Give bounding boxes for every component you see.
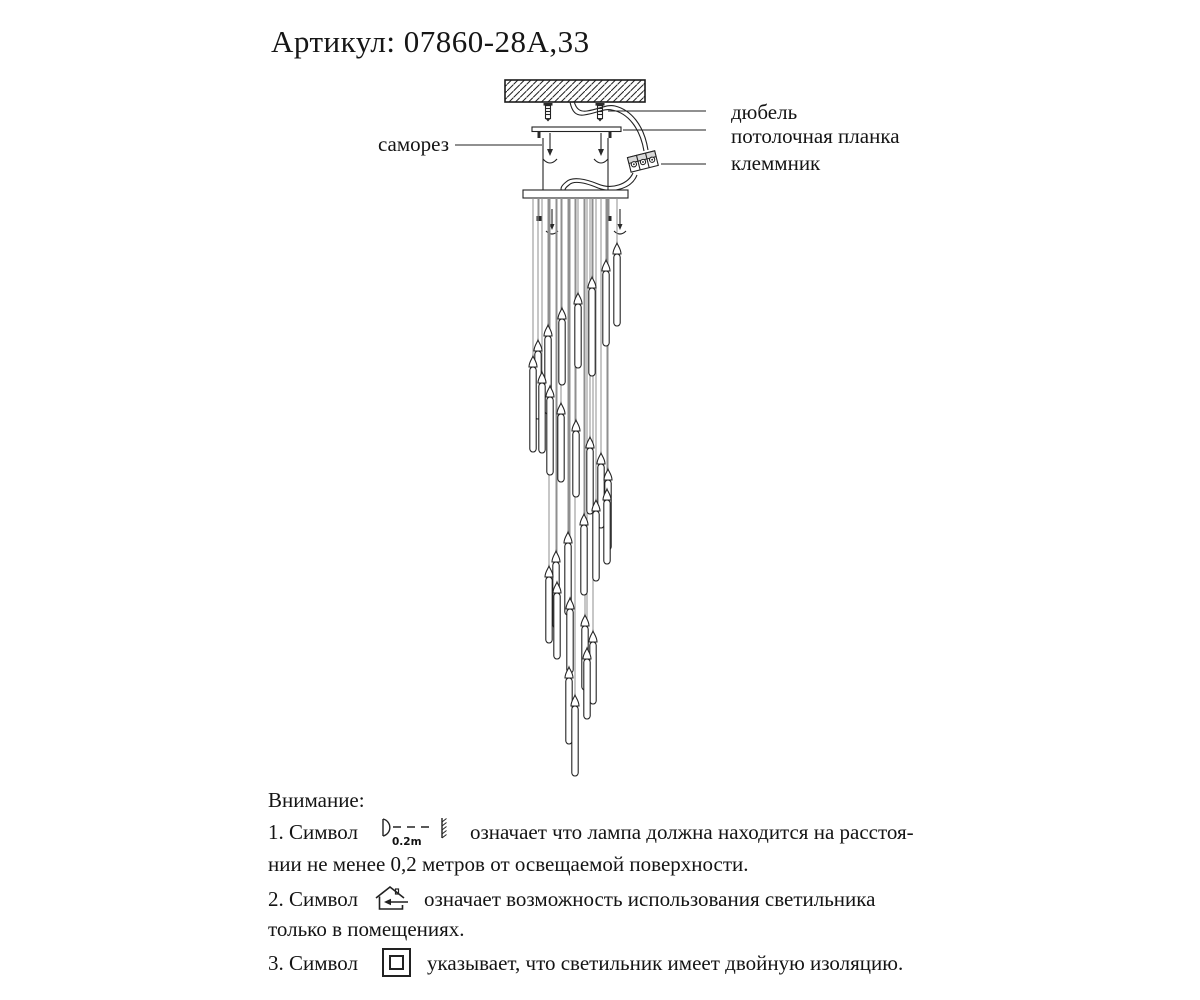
lamp-distance-icon <box>376 815 456 849</box>
article-title: Артикул: 07860-28А,33 <box>271 24 590 59</box>
canopy-plate <box>523 190 628 198</box>
plate-stud <box>538 132 541 139</box>
pendant-drop <box>572 420 580 497</box>
pendant-drop <box>545 566 553 643</box>
pendant-drop <box>571 695 579 776</box>
pendant-drop <box>580 514 588 595</box>
pendant-drop <box>574 293 582 368</box>
pendant-drop <box>588 277 596 376</box>
note-3-row <box>268 946 903 980</box>
note-1-text: означает что лампа должна находится на расстоя- <box>470 819 914 844</box>
pendant-drop <box>557 403 565 482</box>
note-2-line2: только в помещениях. <box>268 917 465 941</box>
screw-icon <box>543 133 557 163</box>
pendant-drop <box>586 437 594 514</box>
indoor-use-icon <box>374 885 410 913</box>
label-samorez: саморез <box>377 132 449 156</box>
dowel-icon <box>544 103 553 122</box>
ceiling-block <box>505 80 645 102</box>
note-3-text: указывает, что светильник имеет двойную изоляцию. <box>427 950 904 975</box>
luminaire-wire <box>565 175 637 192</box>
terminal-block-icon <box>627 151 658 172</box>
pendant-drop <box>546 386 554 475</box>
note-2-row <box>268 884 875 914</box>
mains-wire <box>574 101 648 150</box>
label-klemmnik: клеммник <box>731 151 821 175</box>
label-dyubel: дюбель <box>731 100 798 124</box>
screw-icon <box>594 133 608 163</box>
label-planka: потолочная планка <box>731 124 900 148</box>
pendant-drop <box>529 356 537 452</box>
cable-stopper <box>537 216 542 221</box>
note-1-line2: нии не менее 0,2 метров от освещаемой поверхности. <box>268 852 749 876</box>
pendant-drop <box>603 489 611 564</box>
note-2-prefix: 2. Символ <box>268 886 359 911</box>
plate-stud <box>609 132 612 139</box>
pendant-drop <box>566 598 574 673</box>
pendant-drop <box>558 308 566 385</box>
pendant-drop <box>602 260 610 346</box>
note-1-prefix: 1. Символ <box>268 819 359 844</box>
double-insulation-icon <box>381 947 413 979</box>
note-2-text: означает возможность использования светильника <box>424 886 876 911</box>
pendant-drop <box>592 500 600 581</box>
note-3-prefix: 3. Символ <box>268 950 359 975</box>
pendant-drop <box>553 582 561 659</box>
note-1-row <box>268 815 914 849</box>
pendant-drop <box>583 648 591 719</box>
notes-heading: Внимание: <box>268 788 365 812</box>
ceiling-plate <box>532 127 621 132</box>
adjuster-screw-icon <box>614 209 626 234</box>
pendant-drop <box>538 372 546 453</box>
svg-text:0.2m: 0.2m <box>392 836 422 848</box>
pendant-drop <box>613 243 621 326</box>
